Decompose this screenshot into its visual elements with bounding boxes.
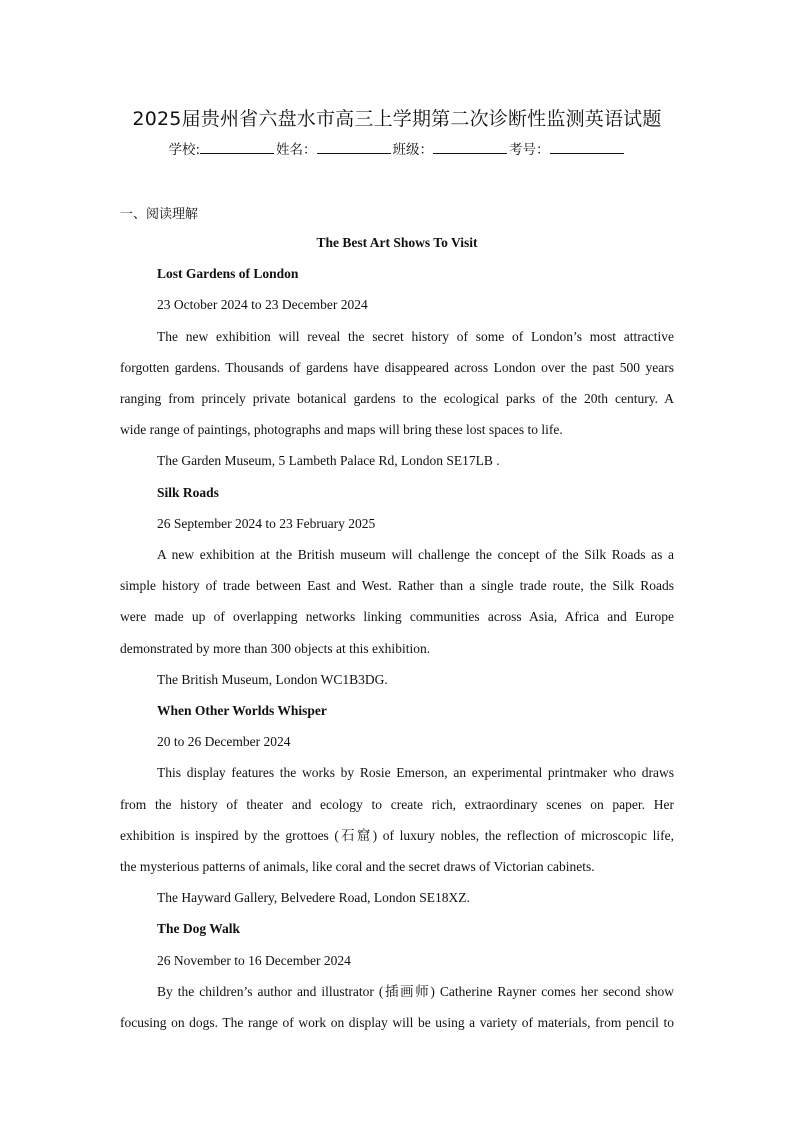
exhibition-dates: 20 to 26 December 2024	[157, 734, 291, 750]
passage	[120, 227, 674, 1038]
paragraph-line: the mysterious patterns of animals, like coral and the secret draws of Victorian cabinets.	[120, 859, 595, 875]
paragraph-line: wide range of paintings, photographs and maps will bring these lost spaces to life.	[120, 422, 563, 438]
paragraph-line: exhibition is inspired by the grottoes (石窟) of luxury nobles, the reflection of microscopic life,	[120, 827, 674, 843]
exhibition-address: The Garden Museum, 5 Lambeth Palace Rd, London SE17LB .	[157, 453, 500, 469]
name-blank[interactable]	[317, 141, 391, 154]
class-blank[interactable]	[433, 141, 507, 154]
document-title: 2025届贵州省六盘水市高三上学期第二次诊断性监测英语试题	[132, 108, 662, 130]
name-label: 姓名：	[276, 142, 317, 158]
paragraph-line: By the children’s author and illustrator (插画师) Catherine Rayner comes her second show	[157, 983, 674, 999]
paragraph-line: were made up of overlapping networks linking communities across Asia, Africa and Europe	[120, 609, 674, 625]
exhibition-dates: 26 November to 16 December 2024	[157, 952, 351, 968]
exhibition-heading: When Other Worlds Whisper	[157, 703, 327, 719]
paragraph-line: ranging from princely private botanical gardens to the ecological parks of the 20th century. A	[120, 391, 674, 407]
paragraph-line: from the history of theater and ecology to create rich, extraordinary scenes on paper. Her	[120, 796, 674, 812]
exhibition-dates: 26 September 2024 to 23 February 2025	[157, 515, 376, 531]
student-info-line	[0, 138, 794, 158]
paragraph-line: A new exhibition at the British museum will challenge the concept of the Silk Roads as a	[157, 547, 674, 563]
paragraph-line: This display features the works by Rosie Emerson, an experimental printmaker who draws	[157, 765, 674, 781]
exam-number-label: 考号：	[509, 142, 550, 158]
section-heading: 一、阅读理解	[120, 207, 199, 222]
exhibition-heading: Silk Roads	[157, 484, 219, 500]
paragraph-line: The new exhibition will reveal the secret history of some of London’s most attractive	[157, 328, 674, 344]
school-label: 学校:	[168, 142, 201, 158]
school-blank[interactable]	[200, 141, 274, 154]
paragraph-line: simple history of trade between East and West. Rather than a single trade route, the Silk Roads	[120, 578, 674, 594]
paragraph-line: demonstrated by more than 300 objects at this exhibition.	[120, 640, 431, 656]
exhibition-heading: Lost Gardens of London	[157, 266, 299, 282]
exhibition-address: The British Museum, London WC1B3DG.	[157, 671, 388, 687]
paragraph-line: focusing on dogs. The range of work on display will be using a variety of materials, from pencil to	[120, 1015, 674, 1031]
passage-title: The Best Art Shows To Visit	[316, 235, 478, 250]
exhibition-heading: The Dog Walk	[157, 921, 241, 937]
exhibition-address: The Hayward Gallery, Belvedere Road, London SE18XZ.	[157, 890, 470, 906]
exhibition-dates: 23 October 2024 to 23 December 2024	[157, 297, 368, 313]
paragraph-line: forgotten gardens. Thousands of gardens have disappeared across London over the past 500 years	[120, 359, 674, 375]
exam-number-blank[interactable]	[550, 141, 624, 154]
class-label: 班级：	[392, 142, 434, 158]
